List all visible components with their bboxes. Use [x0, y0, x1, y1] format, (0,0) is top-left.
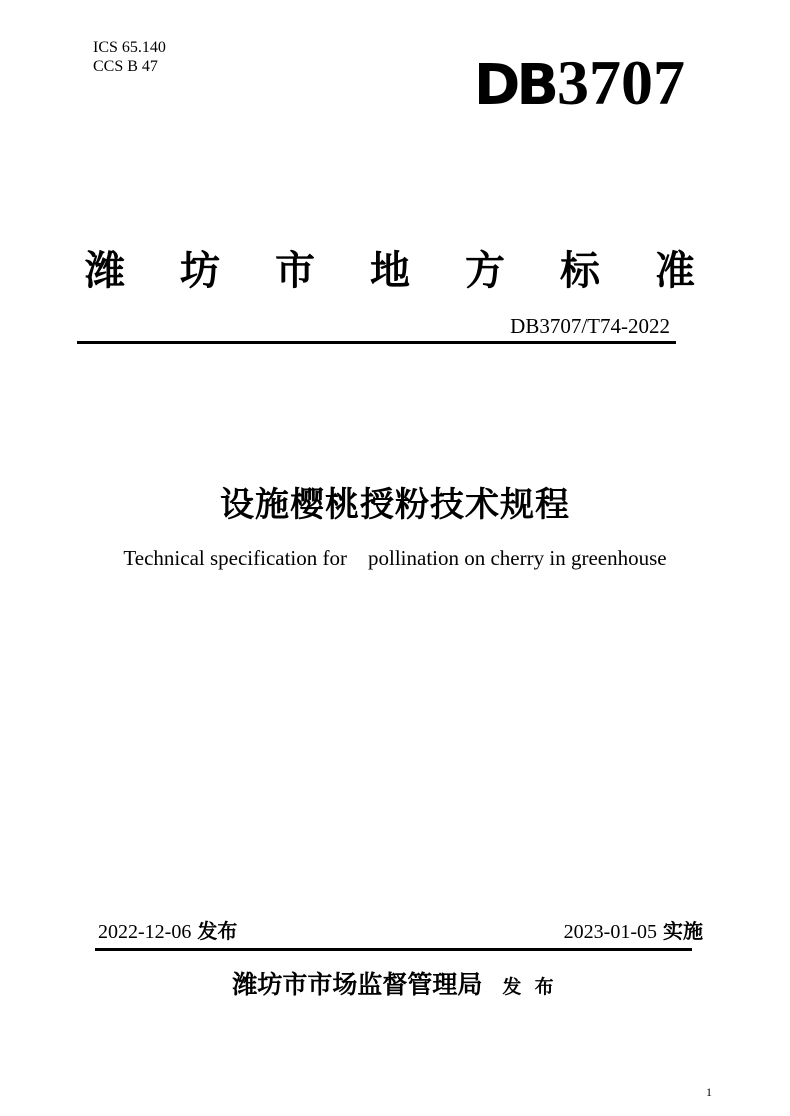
logo-region-code: 3707	[557, 47, 685, 118]
release-date-group	[98, 921, 237, 944]
implementation-date-group	[564, 921, 703, 944]
footer-divider-rule	[95, 948, 692, 951]
document-title-chinese: 设施樱桃授粉技术规程	[220, 486, 570, 524]
header-divider-rule	[77, 341, 676, 344]
implementation-label: 实施	[663, 921, 703, 943]
standard-category-heading: 潍坊市地方标准	[85, 249, 750, 293]
standard-number: DB3707/T74-2022	[510, 314, 670, 338]
document-title-english: Technical specification for pollination on cherry in greenhouse	[123, 546, 667, 570]
standard-logo	[473, 47, 685, 118]
publisher-name: 潍坊市市场监督管理局	[232, 971, 483, 999]
classification-codes	[93, 38, 166, 76]
page-number: 1	[706, 1085, 712, 1099]
ccs-code: CCS B 47	[93, 58, 158, 75]
release-label: 发布	[197, 921, 238, 943]
release-date: 2022-12-06	[98, 921, 192, 943]
implementation-date: 2023-01-05	[563, 921, 657, 943]
logo-db-prefix: DB	[473, 53, 555, 118]
publisher-row	[0, 970, 790, 1000]
ics-code: ICS 65.140	[93, 39, 166, 56]
dates-row	[98, 921, 703, 944]
publisher-action: 发 布	[502, 977, 558, 998]
